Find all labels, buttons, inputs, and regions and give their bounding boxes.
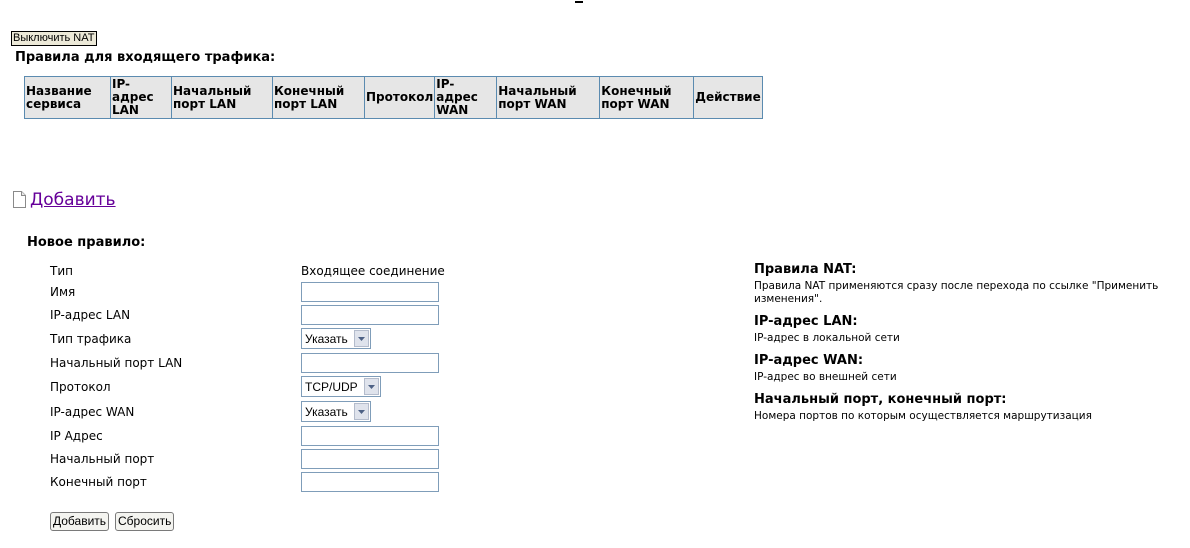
name-input[interactable] xyxy=(301,282,439,302)
chevron-down-icon xyxy=(364,378,379,395)
new-rule-title: Новое правило: xyxy=(27,235,146,250)
name-label: Имя xyxy=(50,285,76,299)
help-wan-ip-text: IP-адрес во внешней сети xyxy=(754,371,897,383)
ip-address-label: IP Адрес xyxy=(50,429,103,443)
help-nat-title: Правила NAT: xyxy=(754,262,857,277)
col-wan-start-port: Начальный порт WAN xyxy=(497,77,600,119)
add-button[interactable]: Добавить xyxy=(50,512,109,531)
ip-address-input[interactable] xyxy=(301,426,439,446)
lan-ip-label: IP-адрес LAN xyxy=(50,308,131,322)
help-ports-title: Начальный порт, конечный порт: xyxy=(754,392,1007,407)
chevron-down-icon xyxy=(354,403,369,420)
type-value: Входящее соединение xyxy=(301,264,445,278)
start-port-label: Начальный порт xyxy=(50,452,155,466)
reset-button[interactable]: Сбросить xyxy=(115,512,174,531)
protocol-selected: TCP/UDP xyxy=(305,379,358,394)
col-service-name: Название сервиса xyxy=(25,77,111,119)
col-action: Действие xyxy=(694,77,762,119)
disable-nat-button[interactable]: Выключить NAT xyxy=(13,32,95,44)
end-port-input[interactable] xyxy=(301,472,439,492)
col-lan-start-port: Начальный порт LAN xyxy=(172,77,273,119)
col-wan-ip: IP-адрес WAN xyxy=(435,77,497,119)
type-label: Тип xyxy=(50,264,73,278)
wan-ip-select[interactable] xyxy=(301,401,371,422)
help-nat-text: Правила NAT применяются сразу после перехода по ссылке "Применить изменения". xyxy=(754,280,1159,305)
table-header-row xyxy=(25,77,763,119)
add-rule-link-group[interactable] xyxy=(13,190,116,210)
lan-start-port-input[interactable] xyxy=(301,353,439,373)
col-lan-end-port: Конечный порт LAN xyxy=(273,77,365,119)
document-icon xyxy=(13,191,26,208)
lan-ip-input[interactable] xyxy=(301,305,439,325)
chevron-down-icon xyxy=(354,330,369,347)
help-lan-ip-title: IP-адрес LAN: xyxy=(754,314,858,329)
help-wan-ip-title: IP-адрес WAN: xyxy=(754,353,864,368)
add-rule-link[interactable]: Добавить xyxy=(30,190,116,210)
traffic-type-select[interactable] xyxy=(301,328,371,349)
incoming-rules-title: Правила для входящего трафика: xyxy=(15,50,276,65)
start-port-input[interactable] xyxy=(301,449,439,469)
clipped-heading-fragment xyxy=(575,0,583,3)
end-port-label: Конечный порт xyxy=(50,475,147,489)
col-lan-ip: IP-адрес LAN xyxy=(111,77,172,119)
col-protocol: Протокол xyxy=(365,77,435,119)
help-lan-ip-text: IP-адрес в локальной сети xyxy=(754,332,900,344)
col-wan-end-port: Конечный порт WAN xyxy=(600,77,694,119)
traffic-type-label: Тип трафика xyxy=(50,332,132,346)
protocol-label: Протокол xyxy=(50,380,111,394)
wan-ip-label: IP-адрес WAN xyxy=(50,405,135,419)
incoming-rules-table xyxy=(24,76,763,119)
protocol-select[interactable] xyxy=(301,376,381,397)
traffic-type-selected: Указать xyxy=(305,331,348,346)
help-ports-text: Номера портов по которым осуществляется маршрутизация xyxy=(754,410,1092,422)
wan-ip-selected: Указать xyxy=(305,404,348,419)
lan-start-port-label: Начальный порт LAN xyxy=(50,356,183,370)
